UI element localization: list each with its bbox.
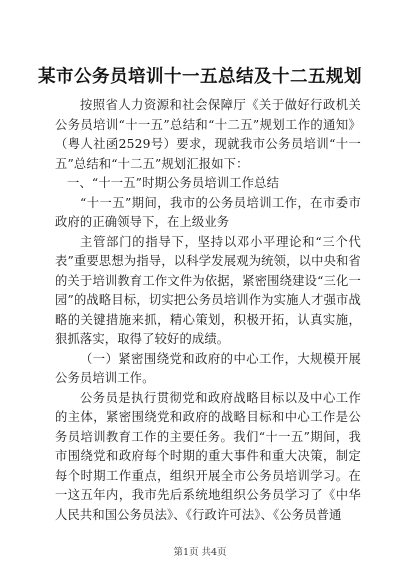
subsection-heading: （一）紧密围绕党和政府的中心工作，大规模开展公务员培训工作。 bbox=[55, 351, 361, 385]
intro-paragraph: 按照省人力资源和社会保障厅《关于做好行政机关公务员培训“十一五”总结和“十二五”规划工作的通知》（粤人社函2529号）要求，现就我市公务员培训“十一五”总结和“十二五”规划汇报如下： bbox=[55, 98, 361, 171]
section-heading: 一、“十一五”时期公务员培训工作总结 bbox=[67, 176, 280, 190]
document-body bbox=[55, 96, 361, 525]
guidance-paragraph: 主管部门的指导下，坚持以邓小平理论和“三个代表”重要思想为指导，以科学发展观为统领，以中央和省的关于培训教育工作文件为依据，紧密围绕建设“三化一园”的战略目标，切实把公务员培训作为实施人才强市战略的关键措施来抓，精心策划，积极开拓，认真实施，狠抓落实，取得了较好的成绩。 bbox=[55, 234, 361, 346]
document-title: 某市公务员培训十一五总结及十二五规划 bbox=[38, 67, 362, 87]
body-paragraph: 公务员是执行贯彻党和政府战略目标以及中心工作的主体，紧密围绕党和政府的战略目标和中心工作是公务员培训教育工作的主要任务。我们“十一五”期间，我市围绕党和政府每个时期的重大事件和重大决策，制定每个时期工作重点，组织开展全市公务员培训学习。在一这五年内，我市先后系统地组织公务员学习了《中华人民共和国公务员法》、《行政许可法》、《公务员普通 bbox=[55, 390, 361, 522]
summary-paragraph: “十一五”期间，我市的公务员培训工作，在市委市政府的正确领导下，在上级业务 bbox=[55, 195, 361, 229]
page-number: 第1页 共4页 bbox=[173, 547, 227, 558]
